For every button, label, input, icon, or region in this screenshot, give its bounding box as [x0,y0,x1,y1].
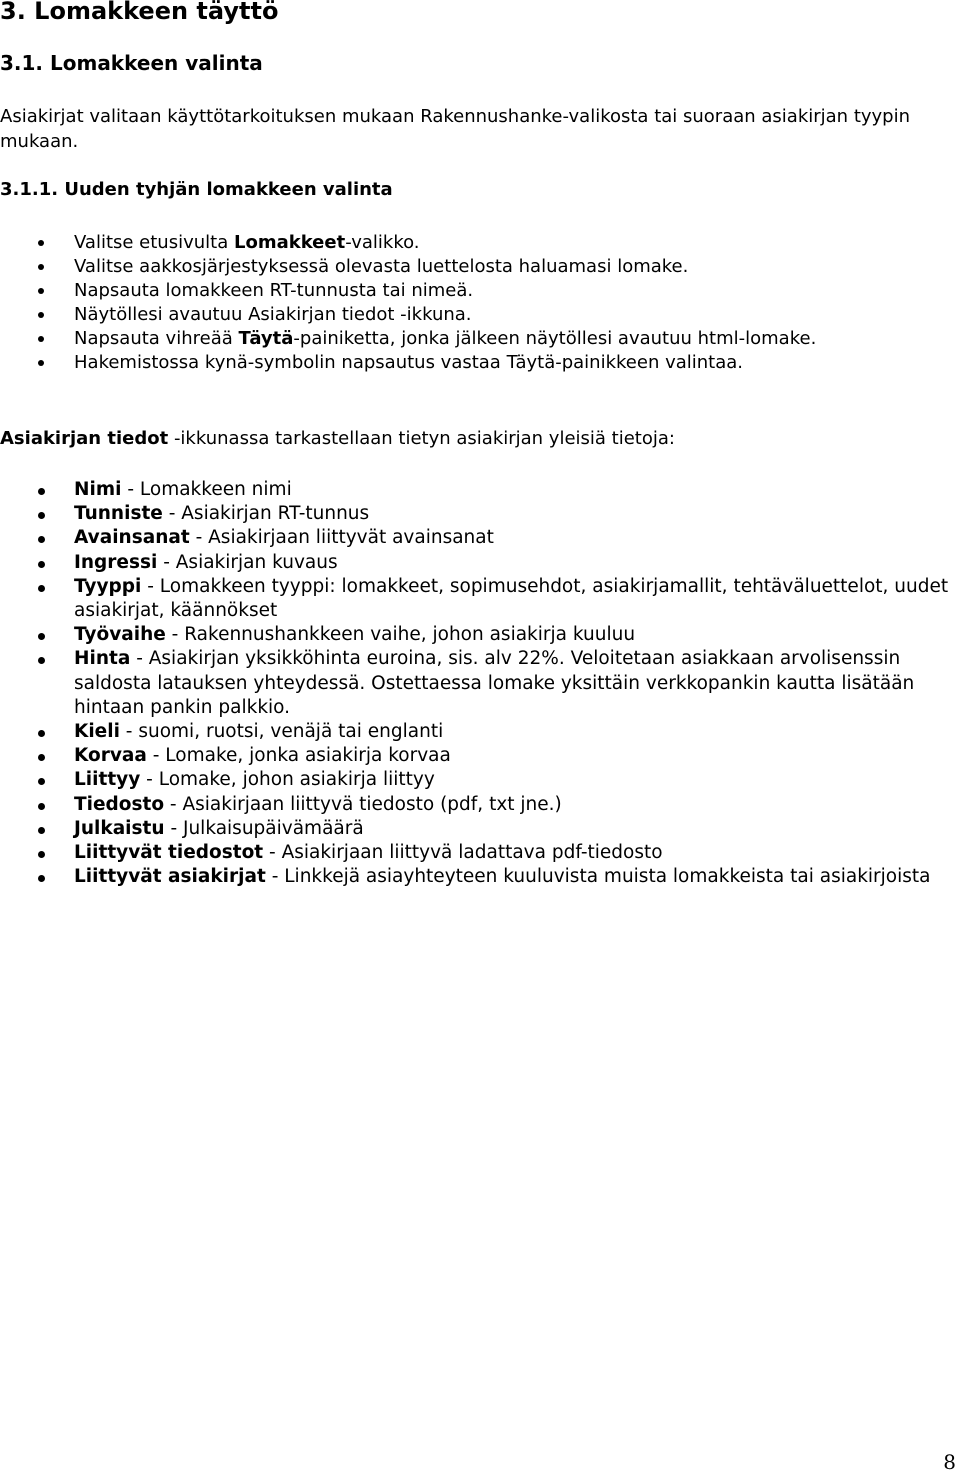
list-item: Valitse etusivulta Lomakkeet-valikko. [0,231,955,255]
list-item: Julkaistu - Julkaisupäivämäärä [0,817,960,841]
list-item: Nimi - Lomakkeen nimi [0,478,960,502]
list-item: Näytöllesi avautuu Asiakirjan tiedot -ikkuna. [0,303,955,327]
list-item: Napsauta lomakkeen RT-tunnusta tai nimeä. [0,279,955,303]
list-item: Työvaihe - Rakennushankkeen vaihe, johon asiakirja kuuluu [0,623,960,647]
list-item: Valitse aakkosjärjestyksessä olevasta luettelosta haluamasi lomake. [0,255,955,279]
list-item: Tyyppi - Lomakkeen tyyppi: lomakkeet, sopimusehdot, asiakirjamallit, tehtäväluettelot, uudet asiakirjat, käännökset [0,575,960,623]
list-item: Tiedosto - Asiakirjaan liittyvä tiedosto (pdf, txt jne.) [0,793,960,817]
info-intro-paragraph: Asiakirjan tiedot -ikkunassa tarkastellaan tietyn asiakirjan yleisiä tietoja: [0,428,675,449]
list-item: Avainsanat - Asiakirjaan liittyvät avainsanat [0,526,960,550]
list-item: Ingressi - Asiakirjan kuvaus [0,551,960,575]
list-item: Hinta - Asiakirjan yksikköhinta euroina, sis. alv 22%. Veloitetaan asiakkaan arvolisenssin saldosta latauksen yhteydessä. Ostettaessa lomake yksittäin verkkopankin kautta lisätään hintaan pankin palkkio. [0,647,960,720]
fields-list [0,478,960,889]
list-item: Korvaa - Lomake, jonka asiakirja korvaa [0,744,960,768]
list-item: Tunniste - Asiakirjan RT-tunnus [0,502,960,526]
heading-section-3-1-1: 3.1.1. Uuden tyhjän lomakkeen valinta [0,179,393,200]
heading-section-3-1: 3.1. Lomakkeen valinta [0,51,263,75]
list-item: Liittyvät tiedostot - Asiakirjaan liittyvä ladattava pdf-tiedosto [0,841,960,865]
page-number: 8 [943,1450,956,1474]
list-item: Liittyy - Lomake, johon asiakirja liittyy [0,768,960,792]
list-item: Napsauta vihreää Täytä-painiketta, jonka jälkeen näytöllesi avautuu html-lomake. [0,327,955,351]
list-item: Kieli - suomi, ruotsi, venäjä tai englanti [0,720,960,744]
intro-paragraph: Asiakirjat valitaan käyttötarkoituksen mukaan Rakennushanke-valikosta tai suoraan asiakirjan tyypin mukaan. [0,106,911,152]
list-item: Hakemistossa kynä-symbolin napsautus vastaa Täytä-painikkeen valintaa. [0,351,955,375]
list-item: Liittyvät asiakirjat - Linkkejä asiayhteyteen kuuluvista muista lomakkeista tai asiakirjoista [0,865,960,889]
steps-list [0,231,955,375]
heading-section-3: 3. Lomakkeen täyttö [0,0,279,25]
